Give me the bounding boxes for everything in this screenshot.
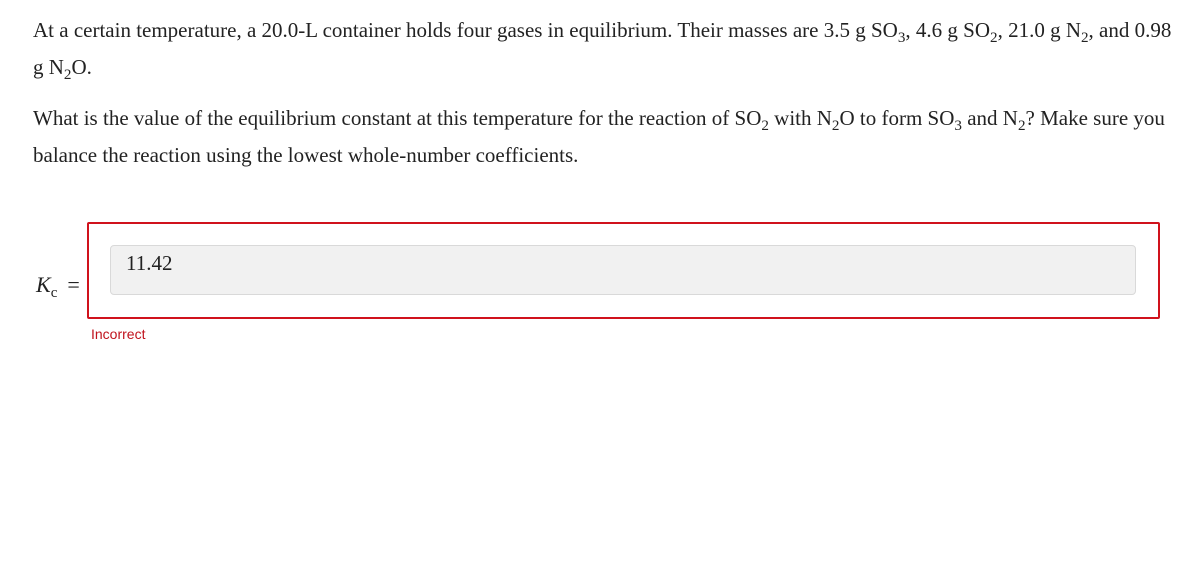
kc-symbol: K	[36, 272, 51, 297]
answer-error-frame	[87, 222, 1160, 319]
kc-label	[36, 272, 80, 302]
question-paragraph-1: At a certain temperature, a 20.0-L container holds four gases in equilibrium. Their masses are 3.5 g $SO_3$, 4.6 g $SO_2$, 21.0 g $N_2$, and 0.98 g $N_2O$.	[33, 18, 1172, 83]
answer-input[interactable]	[110, 245, 1136, 295]
status-incorrect: Incorrect	[91, 326, 146, 342]
equals-sign: =	[67, 272, 80, 297]
question-paragraph-2: What is the value of the equilibrium constant at this temperature for the reaction of $SO_2$ with $N_2O$ to form $SO_3$ and $N_2$? Make sure you balance the reaction using the lowest whole-number coefficients.	[33, 106, 1165, 167]
kc-subscript: c	[50, 285, 58, 301]
question-text	[33, 12, 1183, 174]
answer-row	[36, 222, 1160, 320]
